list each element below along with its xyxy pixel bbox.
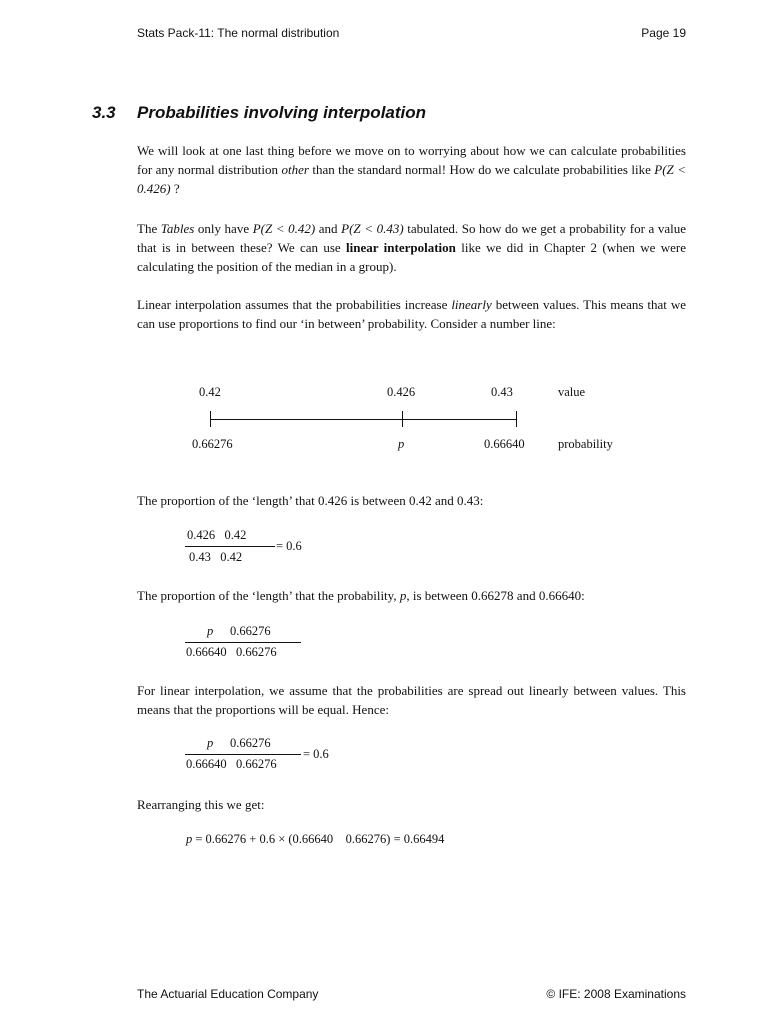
value-042: 0.42 bbox=[199, 385, 221, 399]
text: The proportion of the ‘length’ that the probability, bbox=[137, 588, 400, 603]
fraction-numerator: 0.426 0.42 bbox=[187, 528, 247, 542]
fraction-bar bbox=[185, 754, 301, 755]
fraction-numerator-p: p bbox=[207, 736, 214, 750]
paragraph-intro bbox=[137, 141, 686, 198]
fraction-bar bbox=[185, 546, 275, 547]
text: and bbox=[315, 221, 342, 236]
paragraph-proportion-probability bbox=[137, 586, 686, 605]
text: The bbox=[137, 221, 161, 236]
value-043: 0.43 bbox=[491, 385, 513, 399]
fraction-bar bbox=[185, 642, 301, 643]
probability-label: probability bbox=[558, 437, 613, 451]
value-label: value bbox=[558, 385, 586, 399]
text: between values. This means that we can use proportions to find our ‘in between’ probability. Consider a number line: bbox=[137, 297, 686, 331]
text: We will look at one last thing before we move on to worrying about how we can calculate probabilities for any normal distribution bbox=[137, 143, 686, 177]
paragraph-rearranging: Rearranging this we get: bbox=[137, 797, 265, 812]
page-number: Page 19 bbox=[641, 26, 686, 40]
emphasis: Tables bbox=[160, 221, 195, 236]
equation-body: = 0.66276 + 0.6 × (0.66640 0.66276) = 0.66494 bbox=[192, 832, 445, 846]
math-p: p bbox=[186, 832, 193, 846]
fraction-result: = 0.6 bbox=[303, 747, 329, 761]
math-expression: P(Z < 0.426) bbox=[137, 162, 686, 196]
text: than the standard normal! How do we calculate probabilities like bbox=[308, 162, 655, 177]
text: , is between 0.66278 and 0.66640: bbox=[406, 588, 585, 603]
header-title: Stats Pack-11: The normal distribution bbox=[137, 26, 340, 40]
math-expression: P(Z < 0.42) bbox=[252, 221, 316, 236]
tick-right bbox=[516, 411, 517, 427]
bold-term: linear interpolation bbox=[346, 240, 456, 255]
text: only have bbox=[194, 221, 253, 236]
emphasis: other bbox=[281, 162, 309, 177]
prob-p: p bbox=[398, 437, 405, 451]
text: tabulated. So how do we get a probability for a value that is in between these? We can use bbox=[137, 221, 686, 255]
section-number: 3.3 bbox=[92, 103, 116, 122]
number-line-axis bbox=[210, 419, 516, 420]
math-p: p bbox=[399, 588, 407, 603]
footer-copyright: © IFE: 2008 Examinations bbox=[546, 987, 686, 1001]
tick-left bbox=[210, 411, 211, 427]
prob-right: 0.66640 bbox=[484, 437, 525, 451]
footer-company: The Actuarial Education Company bbox=[137, 987, 319, 1001]
prob-left: 0.66276 bbox=[192, 437, 233, 451]
fraction-numerator: 0.66276 bbox=[230, 736, 271, 750]
text: Linear interpolation assumes that the probabilities increase bbox=[137, 297, 452, 312]
tick-middle bbox=[402, 411, 403, 427]
section-title: Probabilities involving interpolation bbox=[137, 103, 427, 122]
fraction-denominator: 0.43 0.42 bbox=[189, 550, 243, 564]
fraction-denominator: 0.66640 0.66276 bbox=[186, 757, 277, 771]
value-0426: 0.426 bbox=[387, 385, 416, 399]
emphasis: linearly bbox=[451, 297, 492, 312]
paragraph-proportion-value: The proportion of the ‘length’ that 0.426 is between 0.42 and 0.43: bbox=[137, 493, 484, 508]
math-expression: P(Z < 0.43) bbox=[341, 221, 404, 236]
fraction-result: = 0.6 bbox=[276, 539, 302, 553]
paragraph-tables bbox=[137, 219, 686, 276]
fraction-denominator: 0.66640 0.66276 bbox=[186, 645, 277, 659]
fraction-numerator-p: p bbox=[207, 624, 214, 638]
paragraph-linear bbox=[137, 295, 686, 333]
fraction-numerator: 0.66276 bbox=[230, 624, 271, 638]
text: ? bbox=[170, 181, 180, 196]
final-equation bbox=[186, 832, 444, 847]
text: like we did in Chapter 2 (when we were calculating the position of the median in a group). bbox=[137, 240, 687, 274]
paragraph-equal-proportions: For linear interpolation, we assume that the probabilities are spread out linearly between values. This means that the proportions will be equal. Hence: bbox=[137, 683, 686, 717]
